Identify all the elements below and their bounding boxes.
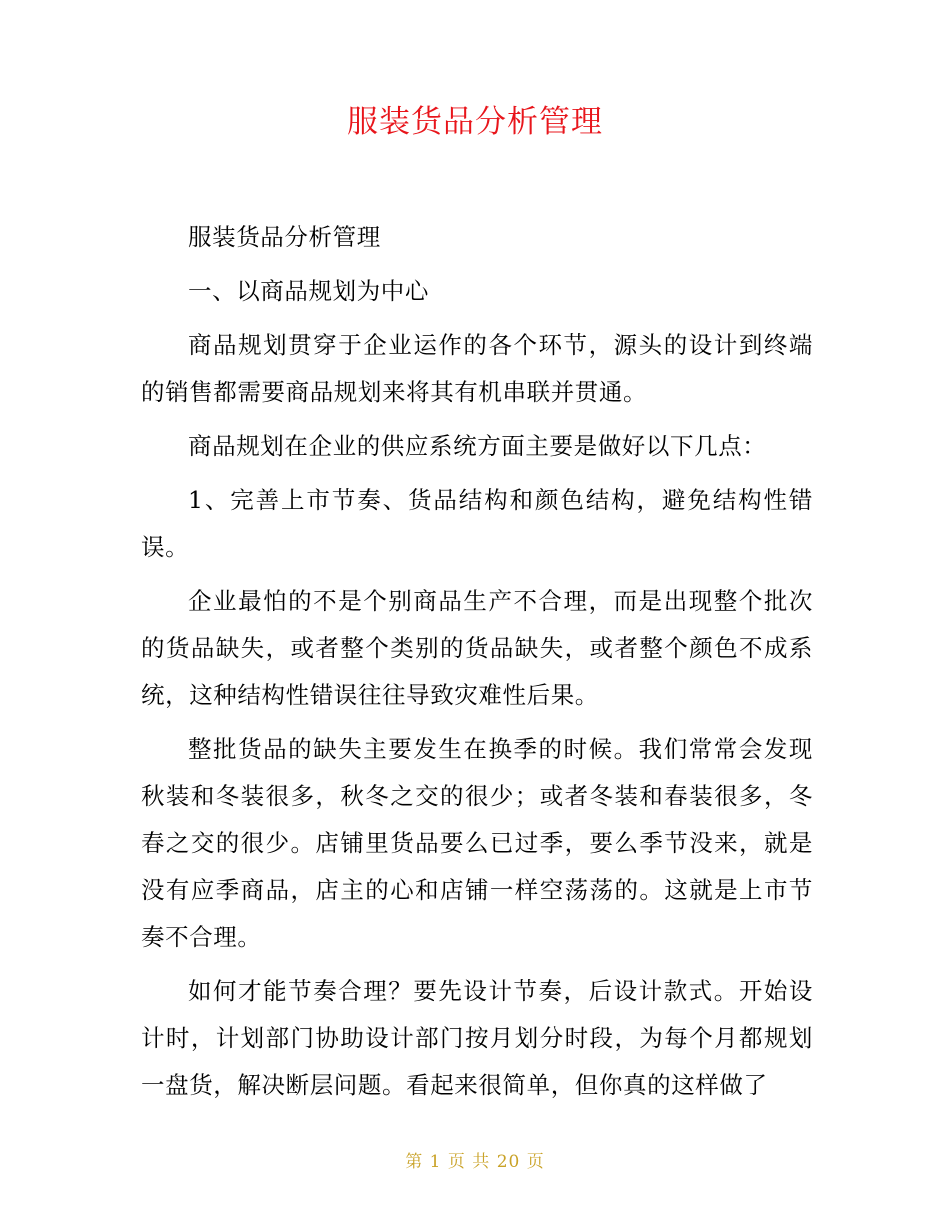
paragraph: 商品规划贯穿于企业运作的各个环节，源头的设计到终端的销售都需要商品规划来将其有机串联并贯通。 <box>141 331 813 406</box>
page-number-label: 第 1 页 共 20 页 <box>405 1152 545 1172</box>
paragraph-heading: 服装货品分析管理 <box>188 223 381 251</box>
paragraph: 商品规划在企业的供应系统方面主要是做好以下几点： <box>188 432 767 460</box>
document-title: 服装货品分析管理 <box>347 104 603 140</box>
paragraph: 企业最怕的不是个别商品生产不合理，而是出现整个批次的货品缺失，或者整个类别的货品缺失，或者整个颜色不成系统，这种结构性错误往往导致灾难性后果。 <box>141 587 813 709</box>
paragraph: 整批货品的缺失主要发生在换季的时候。我们常常会发现秋装和冬装很多，秋冬之交的很少；或者冬装和春装很多，冬春之交的很少。店铺里货品要么已过季，要么季节没来，就是没有应季商品，店主的心和店铺一样空荡荡的。这就是上市节奏不合理。 <box>141 735 813 951</box>
paragraph: 如何才能节奏合理？要先设计节奏，后设计款式。开始设计时，计划部门协助设计部门按月划分时段，为每个月都规划一盘货，解决断层问题。看起来很简单，但你真的这样做了 <box>141 977 813 1099</box>
paragraph-section-title: 一、以商品规划为中心 <box>188 277 429 305</box>
document-body <box>141 214 813 1116</box>
paragraph-list-item: 1、完善上市节奏、货品结构和颜色结构，避免结构性错误。 <box>141 486 813 561</box>
page-footer <box>0 1150 950 1174</box>
